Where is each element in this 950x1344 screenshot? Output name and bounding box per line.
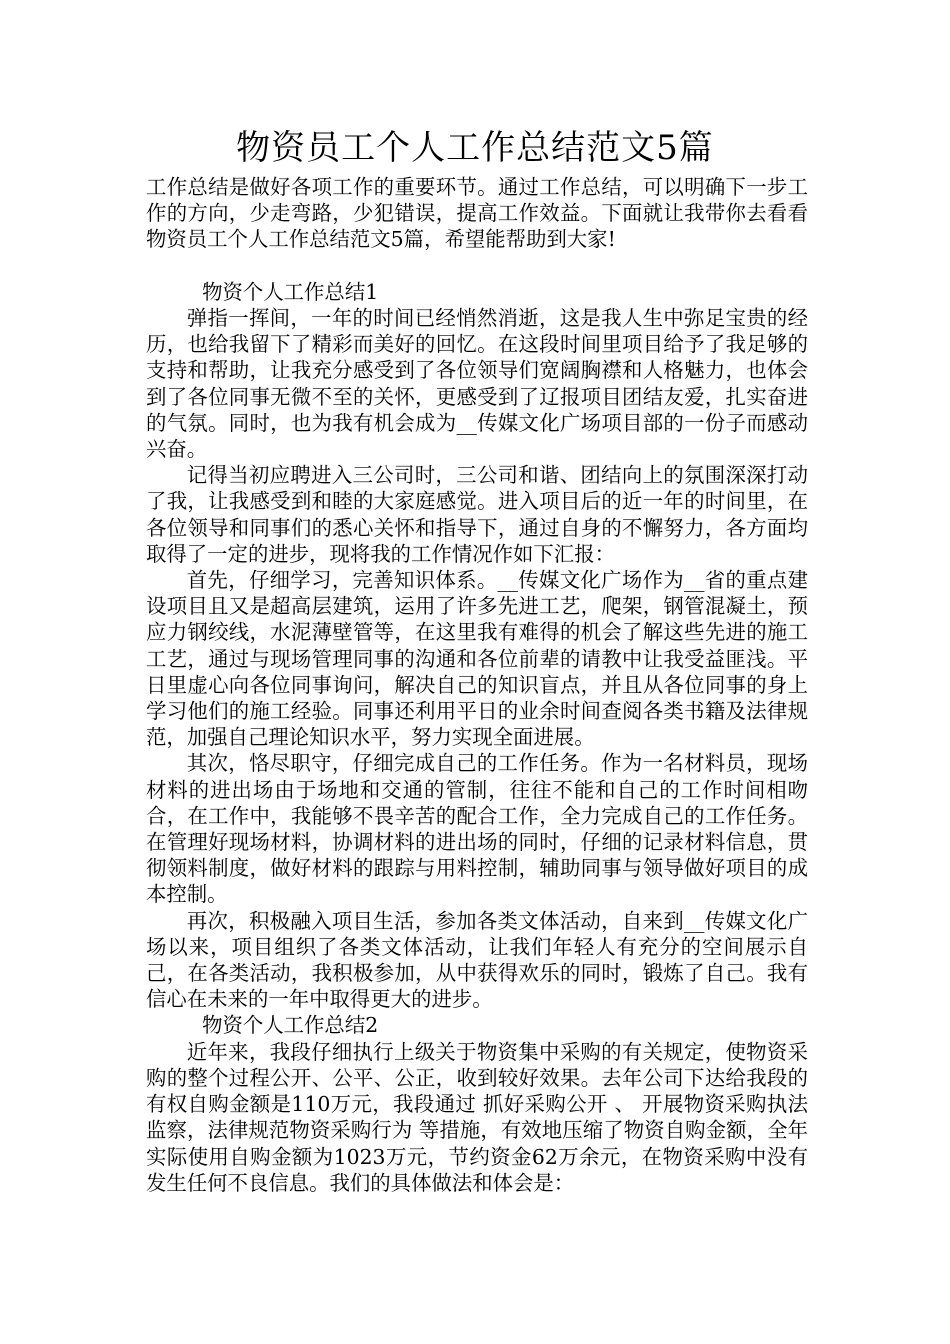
document-body [146,174,808,1196]
section-1-heading: 物资个人工作总结1 [202,279,379,304]
section-1-paragraph-3: 首先，仔细学习，完善知识体系。__传媒文化广场作为__省的重点建设项目且又是超高层建筑，运用了许多先进工艺，爬架，钢管混凝土，预应力钢绞线，水泥薄壁管等，在这里我有难得的机会了解这些先进的施工工艺，通过与现场管理同事的沟通和各位前辈的请教中让我受益匪浅。平日里虚心向各位同事询问，解决自己的知识盲点，并且从各位同事的身上学习他们的施工经验。同事还利用平日的业余时间查阅各类书籍及法律规范，加强自己理论知识水平，努力实现全面进展。 [146,568,808,750]
section-1-paragraph-5: 再次，积极融入项目生活，参加各类文体活动，自来到__传媒文化广场以来，项目组织了各类文体活动，让我们年轻人有充分的空间展示自己，在各类活动，我积极参加，从中获得欢乐的同时，锻炼了自己。我有信心在未来的一年中取得更大的进步。 [146,908,808,1012]
document-title: 物资员工个人工作总结范文5篇 [236,128,714,168]
section-1-paragraph-1: 弹指一挥间，一年的时间已经悄然消逝，这是我人生中弥足宝贵的经历，也给我留下了精彩而美好的回忆。在这段时间里项目给予了我足够的支持和帮助，让我充分感受到了各位领导们宽阔胸襟和人格魅力，也体会到了各位同事无微不至的关怀，更感受到了辽报项目团结友爱，扎实奋进的气氛。同时，也为我有机会成为__传媒文化广场项目部的一份子而感动兴奋。 [146,306,808,462]
intro-paragraph: 工作总结是做好各项工作的重要环节。通过工作总结，可以明确下一步工作的方向，少走弯路，少犯错误，提高工作效益。下面就让我带你去看看物资员工个人工作总结范文5篇，希望能帮助到大家! [146,175,808,252]
section-2-heading: 物资个人工作总结2 [202,1013,379,1038]
section-1-paragraph-4: 其次，恪尽职守，仔细完成自己的工作任务。作为一名材料员，现场材料的进出场由于场地和交通的管制，往往不能和自己的工作时间相吻合，在工作中，我能够不畏辛苦的配合工作，全力完成自己的工作任务。在管理好现场材料，协调材料的进出场的同时，仔细的记录材料信息，贯彻领料制度，做好材料的跟踪与用料控制，辅助同事与领导做好项目的成本控制。 [146,751,808,907]
section-1-paragraph-2: 记得当初应聘进入三公司时，三公司和谐、团结向上的氛围深深打动了我，让我感受到和睦的大家庭感觉。进入项目后的近一年的时间里，在各位领导和同事们的悉心关怀和指导下，通过自身的不懈努力，各方面均取得了一定的进步，现将我的工作情况作如下汇报： [146,463,808,566]
section-2-paragraph-1: 近年来，我段仔细执行上级关于物资集中采购的有关规定，使物资采购的整个过程公开、公平、公正，收到较好效果。去年公司下达给我段的有权自购金额是110万元，我段通过 抓好采购公开 、 开展物资采购执法监察，法律规范物资采购行为 等措施，有效地压缩了物资自购金额，全年实际使用自购金额为1023万元，节约资金62万余元，在物资采购中没有发生任何不良信息。我们的具体做法和体会是： [146,1039,808,1195]
